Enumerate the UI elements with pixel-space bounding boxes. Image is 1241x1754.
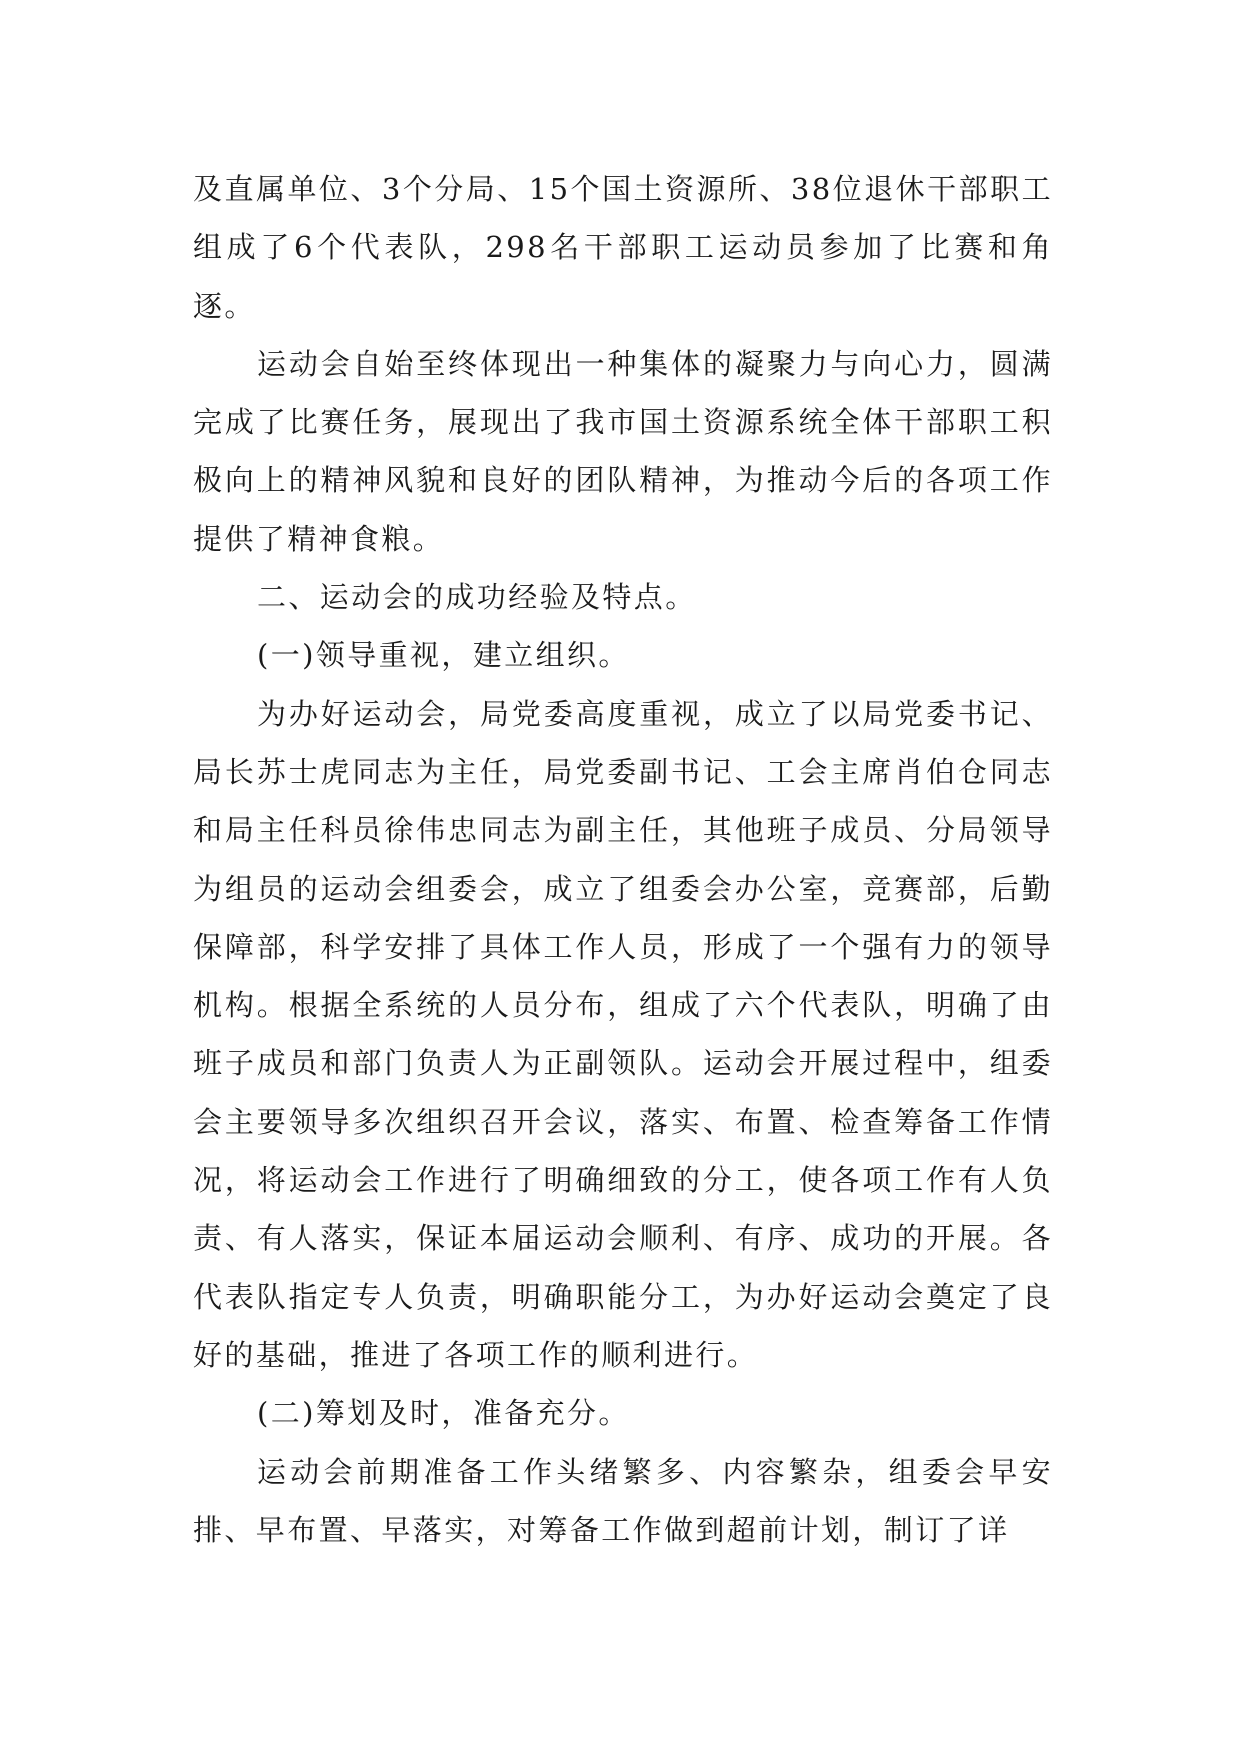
subheading-leadership: (一)领导重视，建立组织。 (257, 638, 630, 673)
paragraph-summary: 运动会自始至终体现出一种集体的凝聚力与向心力，圆满完成了比赛任务，展现出了我市国土资源系统全体干部职工积极向上的精神风貌和良好的团队精神，为推动今后的各项工作提供了精神食粮。 (193, 346, 1053, 556)
paragraph-continuation: 及直属单位、3个分局、15个国土资源所、38位退休干部职工组成了6个代表队，298名干部职工运动员参加了比赛和角逐。 (193, 172, 1053, 323)
section-heading-experience: 二、运动会的成功经验及特点。 (257, 580, 697, 615)
paragraph-planning: 运动会前期准备工作头绪繁多、内容繁杂，组委会早安排、早布置、早落实，对筹备工作做到超前计划，制订了详 (193, 1454, 1053, 1547)
paragraph-leadership: 为办好运动会，局党委高度重视，成立了以局党委书记、局长苏士虎同志为主任，局党委副书记、工会主席肖伯仓同志和局主任科员徐伟忠同志为副主任，其他班子成员、分局领导为组员的运动会组委会，成立了组委会办公室，竞赛部，后勤保障部，科学安排了具体工作人员，形成了一个强有力的领导机构。根据全系统的人员分布，组成了六个代表队，明确了由班子成员和部门负责人为正副领队。运动会开展过程中，组委会主要领导多次组织召开会议，落实、布置、检查筹备工作情况，将运动会工作进行了明确细致的分工，使各项工作有人负责、有人落实，保证本届运动会顺利、有序、成功的开展。各代表队指定专人负责，明确职能分工，为办好运动会奠定了良好的基础，推进了各项工作的顺利进行。 (193, 696, 1053, 1372)
body-text (193, 160, 1053, 1559)
subheading-planning: (二)筹划及时，准备充分。 (257, 1396, 630, 1431)
